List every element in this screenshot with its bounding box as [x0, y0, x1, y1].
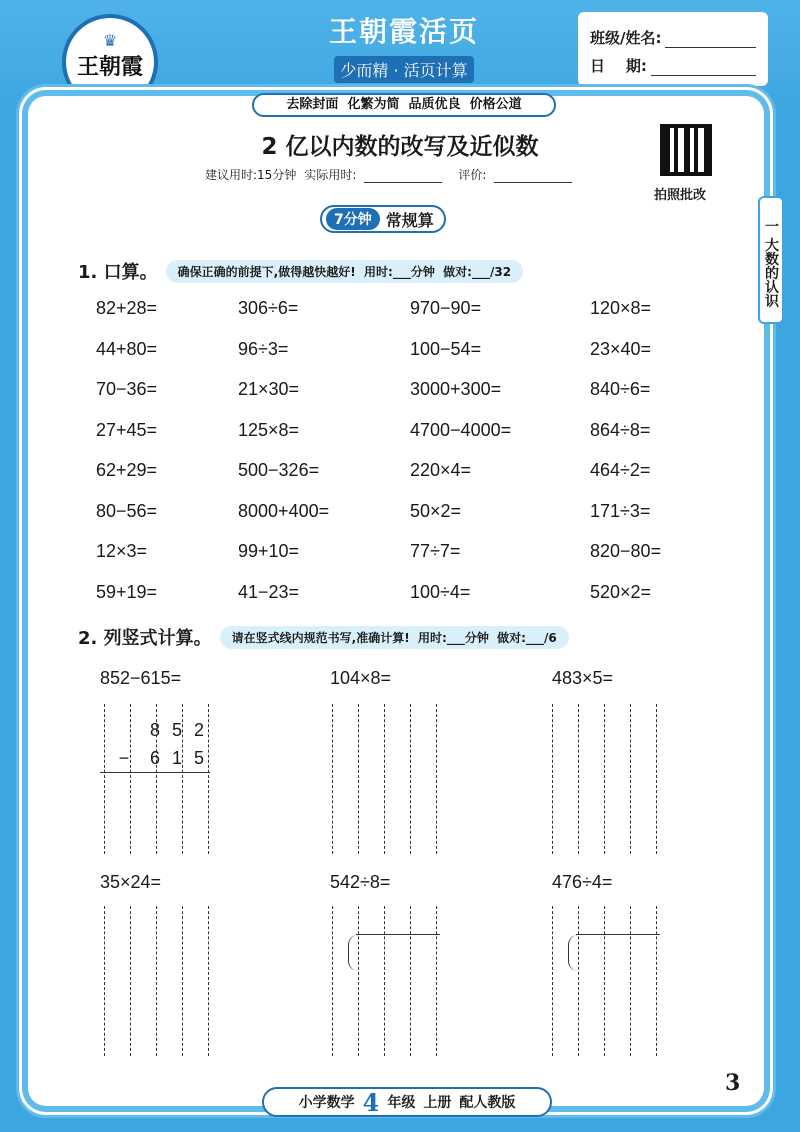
vertical-problem: 476÷4=: [552, 872, 613, 892]
rating-field[interactable]: [494, 171, 572, 183]
oral-item: 21×30=: [238, 379, 300, 399]
crown-icon: ♛: [102, 30, 118, 50]
example-minus: −: [118, 747, 130, 768]
oral-item: 41−23=: [238, 581, 300, 602]
lesson-title: 2 亿以内数的改写及近似数: [261, 134, 539, 160]
oral-item: 70−36=: [96, 379, 158, 399]
oral-item: 12×3=: [96, 541, 148, 561]
qr-code-icon[interactable]: [660, 124, 712, 176]
work-area[interactable]: [552, 906, 662, 1056]
oral-item: 82+28=: [96, 298, 158, 318]
example-digit: 1: [171, 747, 182, 768]
work-area[interactable]: [332, 906, 442, 1056]
q1-header: [78, 258, 523, 284]
division-bracket: [356, 934, 440, 964]
q2-header: [78, 624, 569, 650]
footer-grade-number: 4: [362, 1087, 380, 1117]
oral-item: 864÷8=: [590, 419, 651, 440]
oral-item: 62+29=: [96, 460, 158, 480]
oral-item: 220×4=: [410, 460, 472, 480]
oral-item: 464÷2=: [590, 460, 651, 480]
logo-text: 王朝霞: [76, 53, 143, 80]
oral-item: 80−56=: [96, 500, 158, 521]
oral-item: 171÷3=: [590, 500, 651, 521]
q2-number: 2. 列竖式计算。: [78, 628, 212, 649]
section-pill: [320, 205, 446, 233]
q1-hint: 确保正确的前提下,做得越快越好! 用时:___分钟 做对:___/32: [166, 260, 523, 283]
vertical-problem: 542÷8=: [330, 872, 391, 892]
student-info-box: [578, 12, 768, 86]
oral-item: 77÷7=: [410, 541, 461, 561]
example-digit: 8: [149, 719, 160, 740]
section-minutes: 7分钟: [326, 208, 380, 230]
oral-item: 50×2=: [410, 500, 462, 521]
division-bracket: [576, 934, 660, 964]
oral-item: 100÷4=: [410, 581, 471, 602]
vertical-problem: 35×24=: [100, 872, 162, 892]
q1-oral-grid: [96, 298, 716, 622]
page-number: 3: [725, 1070, 741, 1096]
oral-item: 820−80=: [590, 541, 662, 561]
date-label: 日 期:: [590, 57, 647, 75]
class-name-field[interactable]: [665, 30, 756, 48]
actual-time-label: 实际用时:: [304, 168, 357, 182]
rating-label: 评价:: [458, 168, 487, 182]
chapter-side-tab: 一 大数的认识: [758, 196, 784, 324]
oral-item: 23×40=: [590, 338, 652, 359]
class-name-label: 班级/姓名:: [590, 29, 662, 47]
work-area[interactable]: [104, 906, 214, 1056]
q1-number: 1. 口算。: [78, 262, 158, 283]
footer-subject: 小学数学: [298, 1095, 355, 1111]
footer-edition: 配人教版: [459, 1095, 516, 1111]
oral-item: 970−90=: [410, 298, 482, 318]
oral-item: 3000+300=: [410, 379, 502, 399]
vertical-problem: 483×5=: [552, 668, 614, 688]
oral-item: 100−54=: [410, 338, 482, 359]
oral-item: 500−326=: [238, 460, 320, 480]
oral-item: 840÷6=: [590, 379, 651, 399]
date-field[interactable]: [651, 58, 756, 76]
work-area[interactable]: [552, 704, 662, 854]
example-digit: 5: [171, 719, 182, 740]
footer-volume: 上册: [423, 1095, 452, 1111]
footer-grade-label: 年级: [387, 1095, 416, 1111]
example-digit: 5: [193, 747, 204, 768]
example-digit: 2: [193, 719, 204, 740]
oral-item: 96÷3=: [238, 338, 289, 359]
oral-item: 125×8=: [238, 419, 300, 440]
example-underline: [100, 772, 210, 773]
oral-item: 520×2=: [590, 581, 652, 602]
oral-item: 99+10=: [238, 541, 300, 561]
oral-item: 27+45=: [96, 419, 158, 440]
qr-label: 拍照批改: [654, 188, 707, 203]
actual-time-field[interactable]: [364, 171, 442, 183]
oral-item: 44+80=: [96, 338, 158, 359]
vertical-problem: 104×8=: [330, 668, 392, 688]
worked-example: [100, 716, 210, 772]
oral-item: 4700−4000=: [410, 419, 512, 440]
work-area[interactable]: [332, 704, 442, 854]
series-slogan: 少而精 · 活页计算: [334, 56, 473, 83]
series-title-block: [292, 10, 516, 83]
vertical-problem: 852−615=: [100, 668, 182, 688]
series-title: 王朝霞活页: [328, 15, 479, 48]
footer-bar: [262, 1087, 552, 1117]
section-name: 常规算: [385, 210, 434, 230]
logo-subtext: 高xj相伴 成就名校: [77, 83, 143, 93]
example-digit: 6: [149, 747, 160, 768]
suggested-time: 建议用时:15分钟: [205, 168, 297, 182]
time-row: [205, 166, 572, 183]
slogan-bar: 去除封面 化繁为简 品质优良 价格公道: [252, 93, 556, 117]
oral-item: 59+19=: [96, 581, 158, 602]
oral-item: 120×8=: [590, 298, 652, 318]
oral-item: 306÷6=: [238, 298, 299, 318]
q2-hint: 请在竖式线内规范书写,准确计算! 用时:___分钟 做对:___/6: [220, 626, 569, 649]
oral-item: 8000+400=: [238, 500, 330, 521]
